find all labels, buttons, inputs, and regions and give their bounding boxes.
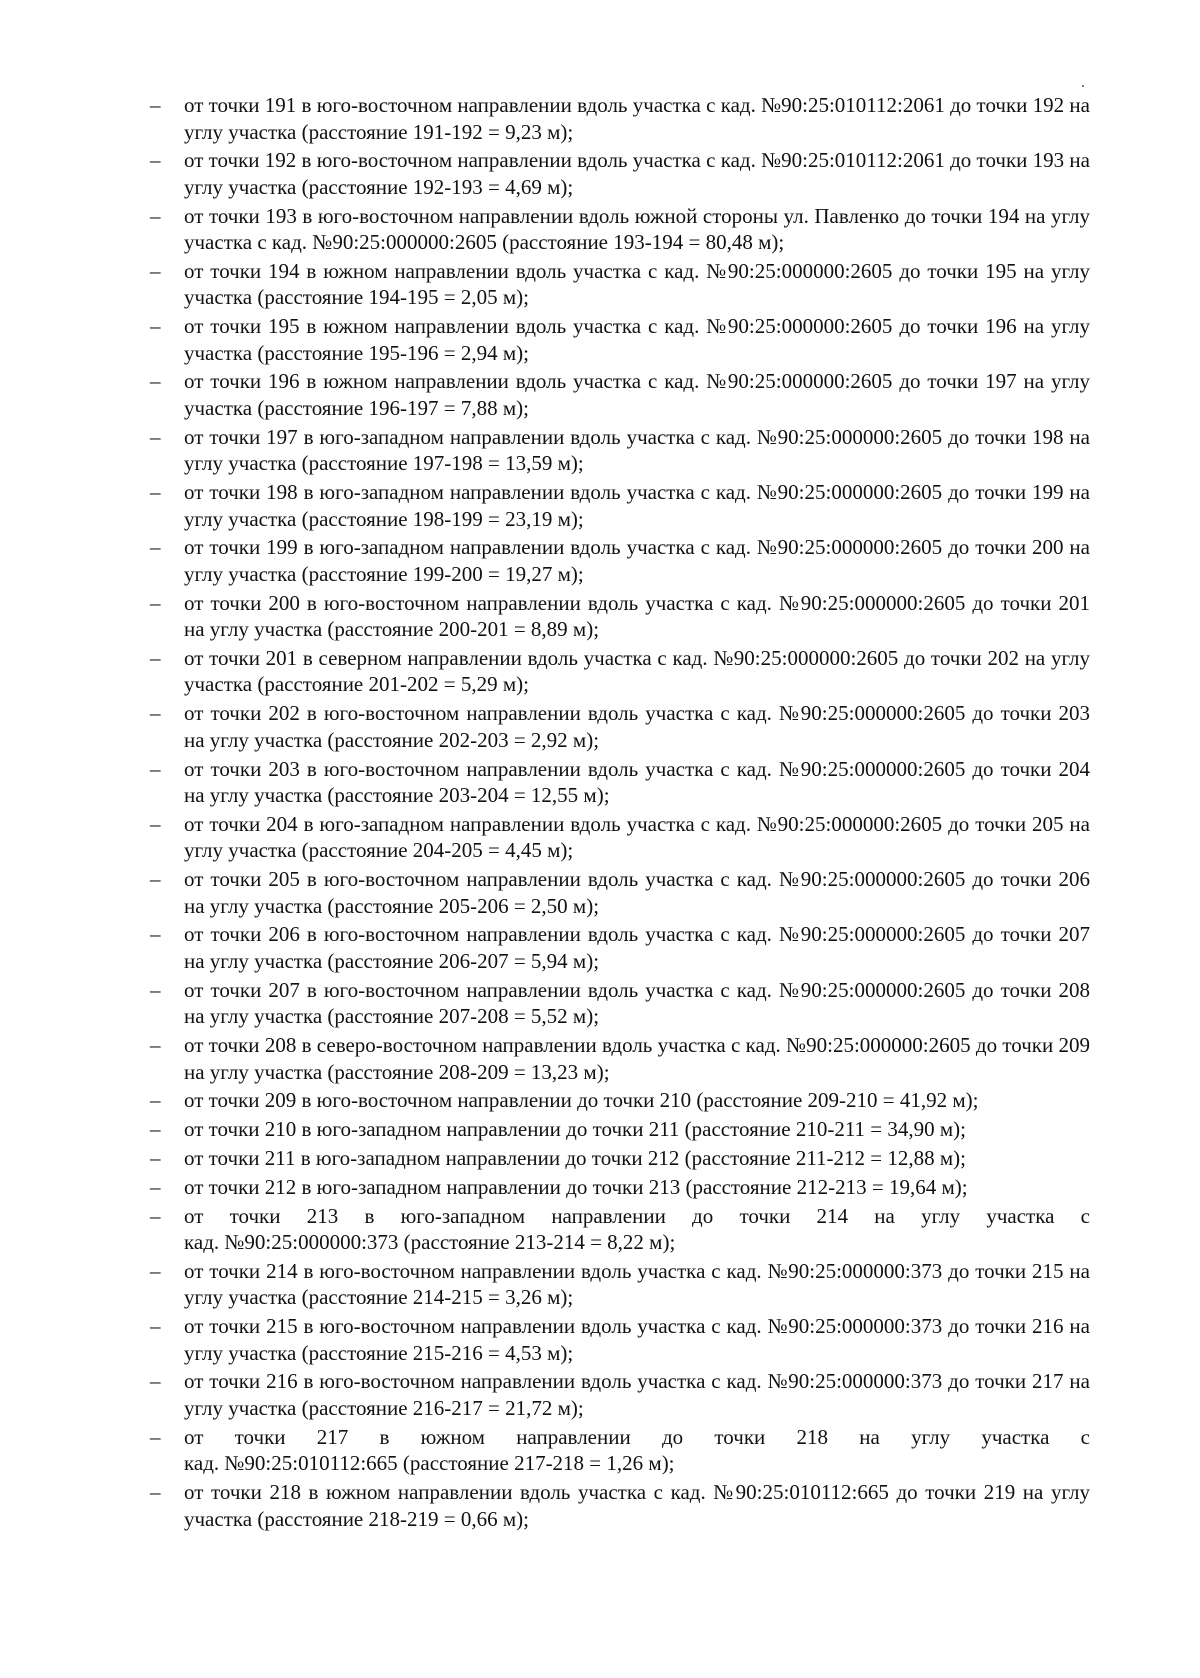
boundary-segment-item <box>0 1479 1090 1532</box>
segment-description: от точки 210 в юго-западном направлении до точки 211 (расстояние 210-211 = 34,90 м); <box>184 1117 967 1142</box>
segment-description: от точки 202 в юго-восточном направлении вдоль участка с кад. №90:25:000000:2605 до точки 203 на углу участка (расстояние 202-203 = 2,92 м); <box>184 701 1090 752</box>
segment-description: от точки 212 в юго-западном направлении до точки 213 (расстояние 212-213 = 19,64 м); <box>184 1174 968 1199</box>
segment-description: от точки 200 в юго-восточном направлении вдоль участка с кад. №90:25:000000:2605 до точки 201 на углу участка (расстояние 200-201 = 8,89 м); <box>184 590 1090 642</box>
segment-description: от точки 195 в южном направлении вдоль участка с кад. №90:25:000000:2605 до точки 196 на углу участка (расстояние 195-196 = 2,94 м); <box>184 314 1090 365</box>
list-bullet-dash: – <box>150 424 161 449</box>
segment-description: от точки 205 в юго-восточном направлении вдоль участка с кад. №90:25:000000:2605 до точки 206 на углу участка (расстояние 205-206 = 2,50 м); <box>184 867 1090 918</box>
boundary-segment-item <box>0 1145 1090 1172</box>
boundary-segment-item <box>0 1368 1090 1421</box>
segment-description: от точки 216 в юго-восточном направлении вдоль участка с кад. №90:25:000000:373 до точки 217 на углу участка (расстояние 216-217 = 21,72 м); <box>184 1369 1090 1420</box>
list-bullet-dash: – <box>150 93 161 117</box>
list-bullet-dash: – <box>150 535 161 560</box>
segment-description: от точки 213 в юго-западном направлении до точки 214 на углу участка с <box>184 1203 1090 1228</box>
segment-description: от точки 209 в юго-восточном направлении до точки 210 (расстояние 209-210 = 41,92 м); <box>184 1088 979 1113</box>
boundary-segment-item <box>0 313 1090 366</box>
list-bullet-dash: – <box>150 1314 161 1339</box>
list-bullet-dash: – <box>150 701 161 726</box>
list-bullet-dash: – <box>150 1203 161 1228</box>
list-bullet-dash: – <box>150 1424 161 1449</box>
boundary-segment-item <box>0 1032 1090 1085</box>
segment-description: от точки 198 в юго-западном направлении вдоль участка с кад. №90:25:000000:2605 до точки 199 на углу участка (расстояние 198-199 = 23,19 м); <box>184 480 1090 531</box>
list-bullet-dash: – <box>150 1033 161 1058</box>
boundary-segment-item <box>0 258 1090 311</box>
boundary-segment-item <box>0 534 1090 587</box>
boundary-segment-item <box>0 1203 1090 1256</box>
segment-description-continued: кад. №90:25:000000:373 (расстояние 213-214 = 8,22 м); <box>184 1230 676 1255</box>
list-bullet-dash: – <box>150 977 161 1002</box>
list-bullet-dash: – <box>150 480 161 505</box>
list-bullet-dash: – <box>150 1258 161 1283</box>
boundary-segment-item <box>0 147 1090 200</box>
boundary-segment-item <box>0 811 1090 864</box>
boundary-segment-item <box>0 1313 1090 1366</box>
boundary-segment-item <box>0 1087 1090 1114</box>
boundary-segment-item <box>0 203 1090 256</box>
segment-description: от точки 191 в юго-восточном направлении вдоль участка с кад. №90:25:010112:2061 до точки 192 на углу участка (расстояние 191-192 = 9,23 м); <box>184 93 1090 144</box>
list-bullet-dash: – <box>150 314 161 339</box>
list-bullet-dash: – <box>150 1174 161 1199</box>
segment-description: от точки 196 в южном направлении вдоль участка с кад. №90:25:000000:2605 до точки 197 на углу участка (расстояние 196-197 = 7,88 м); <box>184 369 1090 420</box>
segment-description: от точки 215 в юго-восточном направлении вдоль участка с кад. №90:25:000000:373 до точки 216 на углу участка (расстояние 215-216 = 4,53 м); <box>184 1314 1090 1365</box>
boundary-segment-item <box>0 1116 1090 1143</box>
list-bullet-dash: – <box>150 1117 161 1142</box>
boundary-segment-item <box>0 1424 1090 1477</box>
segment-description: от точки 208 в северо-восточном направлении вдоль участка с кад. №90:25:000000:2605 до точки 209 на углу участка (расстояние 208-209 = 13,23 м); <box>184 1033 1090 1084</box>
segment-description: от точки 218 в южном направлении вдоль участка с кад. №90:25:010112:665 до точки 219 на углу участка (расстояние 218-219 = 0,66 м); <box>184 1480 1090 1531</box>
segment-description: от точки 192 в юго-восточном направлении вдоль участка с кад. №90:25:010112:2061 до точки 193 на углу участка (расстояние 192-193 = 4,69 м); <box>184 148 1090 199</box>
list-bullet-dash: – <box>150 369 161 394</box>
list-bullet-dash: – <box>150 203 161 228</box>
boundary-segment-item <box>0 756 1090 809</box>
boundary-segment-item <box>0 645 1090 698</box>
list-bullet-dash: – <box>150 1369 161 1394</box>
list-bullet-dash: – <box>150 811 161 836</box>
boundary-segment-item <box>0 1174 1090 1201</box>
segment-description: от точки 201 в северном направлении вдоль участка с кад. №90:25:000000:2605 до точки 202 на углу участка (расстояние 201-202 = 5,29 м); <box>184 645 1090 697</box>
segment-description: от точки 199 в юго-западном направлении вдоль участка с кад. №90:25:000000:2605 до точки 200 на углу участка (расстояние 199-200 = 19,27 м); <box>184 535 1090 586</box>
segment-description: от точки 211 в юго-западном направлении до точки 212 (расстояние 211-212 = 12,88 м); <box>184 1145 967 1170</box>
list-bullet-dash: – <box>150 756 161 781</box>
segment-description-continued: кад. №90:25:010112:665 (расстояние 217-218 = 1,26 м); <box>184 1451 675 1476</box>
segment-description: от точки 204 в юго-западном направлении вдоль участка с кад. №90:25:000000:2605 до точки 205 на углу участка (расстояние 204-205 = 4,45 м); <box>184 811 1090 863</box>
boundary-segment-item <box>0 424 1090 477</box>
boundary-segment-item <box>0 1258 1090 1311</box>
segment-description: от точки 194 в южном направлении вдоль участка с кад. №90:25:000000:2605 до точки 195 на углу участка (расстояние 194-195 = 2,05 м); <box>184 258 1090 310</box>
segment-description: от точки 207 в юго-восточном направлении вдоль участка с кад. №90:25:000000:2605 до точки 208 на углу участка (расстояние 207-208 = 5,52 м); <box>184 977 1090 1029</box>
list-bullet-dash: – <box>150 922 161 947</box>
list-bullet-dash: – <box>150 645 161 670</box>
boundary-segment-item <box>0 977 1090 1030</box>
list-bullet-dash: – <box>150 148 161 173</box>
boundary-description-list <box>0 92 1200 1534</box>
boundary-segment-item <box>0 479 1090 532</box>
segment-description: от точки 206 в юго-восточном направлении вдоль участка с кад. №90:25:000000:2605 до точки 207 на углу участка (расстояние 206-207 = 5,94 м); <box>184 922 1090 973</box>
segment-description: от точки 203 в юго-восточном направлении вдоль участка с кад. №90:25:000000:2605 до точки 204 на углу участка (расстояние 203-204 = 12,55 м); <box>184 756 1090 808</box>
segment-description: от точки 197 в юго-западном направлении вдоль участка с кад. №90:25:000000:2605 до точки 198 на углу участка (расстояние 197-198 = 13,59 м); <box>184 424 1090 476</box>
boundary-segment-item <box>0 700 1090 753</box>
boundary-segment-item <box>0 590 1090 643</box>
list-bullet-dash: – <box>150 1088 161 1113</box>
list-bullet-dash: – <box>150 590 161 615</box>
segment-description: от точки 217 в южном направлении до точки 218 на углу участка с <box>184 1424 1090 1449</box>
boundary-segment-item <box>0 866 1090 919</box>
boundary-segment-item <box>0 92 1090 145</box>
boundary-segment-item <box>0 921 1090 974</box>
list-bullet-dash: – <box>150 258 161 283</box>
list-bullet-dash: – <box>150 867 161 892</box>
segment-description: от точки 214 в юго-восточном направлении вдоль участка с кад. №90:25:000000:373 до точки 215 на углу участка (расстояние 214-215 = 3,26 м); <box>184 1258 1090 1310</box>
list-bullet-dash: – <box>150 1145 161 1170</box>
scan-speck <box>1082 85 1084 87</box>
list-bullet-dash: – <box>150 1480 161 1505</box>
boundary-segment-item <box>0 368 1090 421</box>
segment-description: от точки 193 в юго-восточном направлении вдоль южной стороны ул. Павленко до точки 194 на углу участка с кад. №90:25:000000:2605 (расстояние 193-194 = 80,48 м); <box>184 203 1090 255</box>
